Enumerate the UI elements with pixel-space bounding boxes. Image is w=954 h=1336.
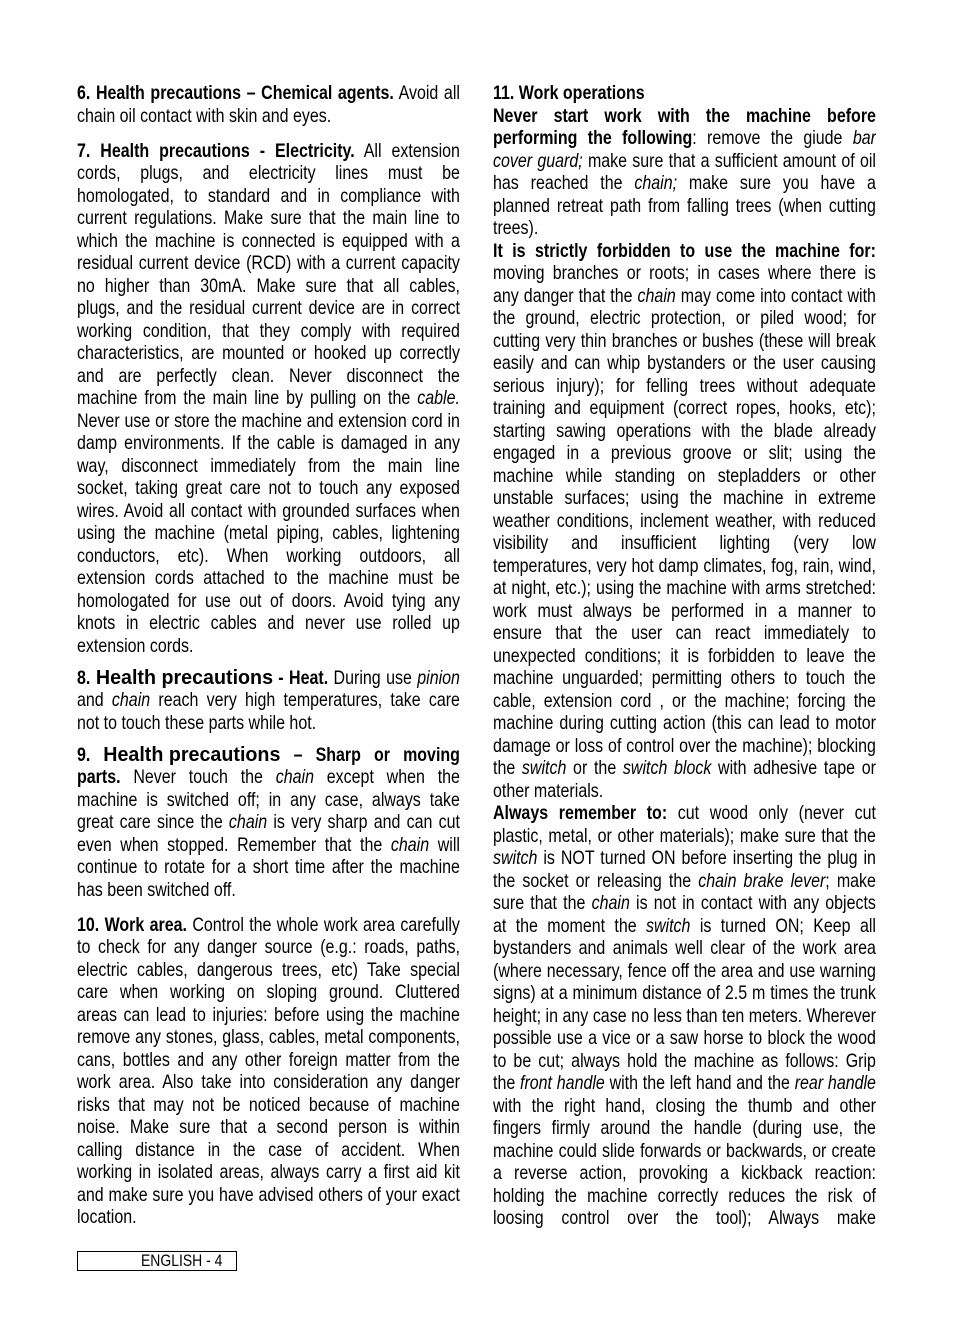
- italic-text: chain: [390, 833, 430, 856]
- right-column-text: [493, 82, 876, 1230]
- text-run: and: [77, 689, 112, 711]
- italic-text: switch: [646, 914, 691, 937]
- text-run: Avoid all chain oil contact with skin and eyes.: [77, 82, 460, 127]
- bold-text: 7. Health precautions - Electricity.: [77, 139, 355, 162]
- bold-text: 11. Work operations: [493, 82, 645, 104]
- text-run: may come into contact with the ground, electric protection, or piled wood; for cutting very thin branches or bushes (these will break easily and can whip bystanders or the user causing serious injury); for felling trees without adequate training and equipment (correct ropes, hooks, etc); starting sawing operations with the blade already engaged in a previous groove or slit; using the machine while standing on stepladders or other unstable surfaces; using the machine in extreme weather conditions, inclement weather, with reduced visibility and insufficient lighting (very low temperatures, very hot damp climates, fog, rain, wind, at night, etc.); using the machine with arms stretched: work must always be performed in a manner to ensure that the user can react immediately to unexpected conditions; it is forbidden to leave the machine unguarded; permitting others to touch the cable, extension cord , or the machine; forcing the machine during cutting action (this can lead to motor damage or loss of control over the machine); blocking the: [493, 284, 876, 779]
- bold-text: It is strictly forbidden to use the machine for:: [493, 239, 876, 262]
- section-paragraph: [493, 105, 876, 240]
- page-footer: [77, 1251, 237, 1271]
- section-paragraph: [77, 667, 460, 735]
- text-run: is not in contact with any objects at the moment the: [493, 892, 876, 937]
- text-run: Never touch the: [120, 766, 276, 788]
- bold-text: 8.: [77, 666, 96, 689]
- italic-text: switch block: [622, 757, 712, 779]
- text-run: Control the whole work area carefully to check for any danger source (e.g.: roads, paths, electric cables, dangerous trees, etc) Take special care when working on sloping ground. Cluttered areas can lead to injuries: before using the machine remove any stones, glass, cables, metal components, cans, bottles and any other foreign matter from the work area. Also take into consideration any danger risks that may not be noticed because of machine noise. Make sure that a second person is within calling distance in the case of accident. When working in isolated areas, always carry a first aid kit and make sure you have advised others of your exact location.: [77, 913, 460, 1228]
- bold-text: 10. Work area.: [77, 913, 187, 936]
- left-column-text: [77, 82, 460, 1229]
- section-paragraph: [77, 914, 460, 1229]
- italic-text: front handle: [520, 1072, 605, 1094]
- text-run: Never use or store the machine and extension cord in damp environments. If the cable is damaged in any way, disconnect immediately from the main line socket, taking great care not to touch any exposed wires. Avoid all contact with grounded surfaces when using the machine (metal piping, cables, lightening conductors, etc). When working outdoors, all extension cords attached to the machine must be homologated for use out of doors. Avoid tying any knots in electric cables and never use rolled up extension cords.: [77, 409, 460, 657]
- text-run: will continue to rotate for a short time after the machine has been switched off.: [77, 833, 460, 901]
- text-run: reach very high temperatures, take care not to touch these parts while hot.: [77, 689, 460, 734]
- italic-text: chain: [228, 811, 268, 833]
- text-run: make sure that a sufficient amount of oil has reached the: [493, 149, 876, 194]
- italic-text: chain brake lever: [698, 869, 826, 892]
- right-column: [493, 82, 876, 1247]
- italic-text: cable.: [417, 387, 460, 409]
- italic-text: bar cover guard;: [493, 127, 876, 172]
- bold-text: Always remember to:: [493, 802, 668, 824]
- section-paragraph: [77, 82, 460, 127]
- text-run: ; make sure that the: [493, 869, 876, 914]
- italic-text: chain: [591, 892, 630, 914]
- text-run: make sure you have a planned retreat path from falling trees (when cutting trees).: [493, 172, 876, 239]
- section-heading: [493, 82, 876, 105]
- section-paragraph: [77, 744, 460, 902]
- text-run: is NOT turned ON before inserting the plug in the socket or releasing the: [493, 847, 876, 892]
- italic-text: switch: [493, 847, 538, 869]
- italic-text: chain: [637, 284, 676, 307]
- text-run: During use: [328, 666, 418, 689]
- text-run: All extension cords, plugs, and electricity lines must be homologated, to standard and in compliance with current regulations. Make sure that the main line to which the machine is connected is equipped with a residual current device (RCD) with a current capacity no higher than 30mA. Make sure that all cables, plugs, and the residual current device are in correct working condition, that they comply with required characteristics, are mounted or hooked up correctly and are perfectly clean. Never disconnect the machine from the main line by pulling on the: [77, 139, 460, 409]
- text-run: with the right hand, closing the thumb and other fingers firmly around the handle (during use, the machine could slide forwards or backwards, or create a reverse action, provoking a kickback reaction: holding the machine correctly reduces the risk of loosing control over the tool); Always make: [493, 1094, 876, 1229]
- text-run: with the left hand and the: [604, 1072, 795, 1094]
- text-run: : remove the giude: [692, 127, 853, 149]
- section-paragraph: [493, 802, 876, 1230]
- text-run: cut wood only (never cut plastic, metal, or other materials); make sure that the: [493, 802, 876, 847]
- heading-emphasis-text: Health precautions: [103, 743, 281, 766]
- text-run: is very sharp and can cut even when stopped. Remember that the: [77, 811, 460, 856]
- italic-text: chain: [111, 689, 151, 711]
- section-paragraph: [493, 240, 876, 803]
- italic-text: switch: [521, 757, 567, 779]
- bold-text: 6. Health precautions – Chemical agents.: [77, 82, 394, 104]
- italic-text: rear handle: [794, 1072, 876, 1094]
- text-run: except when the machine is switched off; in any case, always take great care since the: [77, 766, 460, 833]
- text-run: with adhesive tape or other materials.: [493, 757, 876, 802]
- italic-text: chain: [275, 766, 314, 788]
- italic-text: chain;: [634, 172, 678, 194]
- bold-text: - Heat.: [272, 666, 329, 689]
- italic-text: pinion: [417, 666, 460, 689]
- bold-text: – Sharp or moving parts.: [77, 743, 460, 788]
- text-run: or the: [566, 757, 623, 779]
- bold-text: Never start work with the machine before performing the following: [493, 104, 876, 149]
- page-number-label: ENGLISH - 4: [141, 1251, 223, 1270]
- section-paragraph: [77, 140, 460, 658]
- text-run: is turned ON; Keep all bystanders and animals well clear of the work area (where necessary, fence off the area and use warning signs) at a minimum distance of 2.5 m times the trunk height; in any case no less than ten meters. Wherever possible use a vice or a saw horse to block the wood to be cut; always hold the machine as follows: Grip the: [493, 914, 876, 1094]
- heading-emphasis-text: Health precautions: [95, 666, 273, 689]
- bold-text: 9.: [77, 743, 104, 766]
- left-column: [77, 82, 460, 1247]
- text-run: moving branches or roots; in cases where there is any danger that the: [493, 262, 876, 307]
